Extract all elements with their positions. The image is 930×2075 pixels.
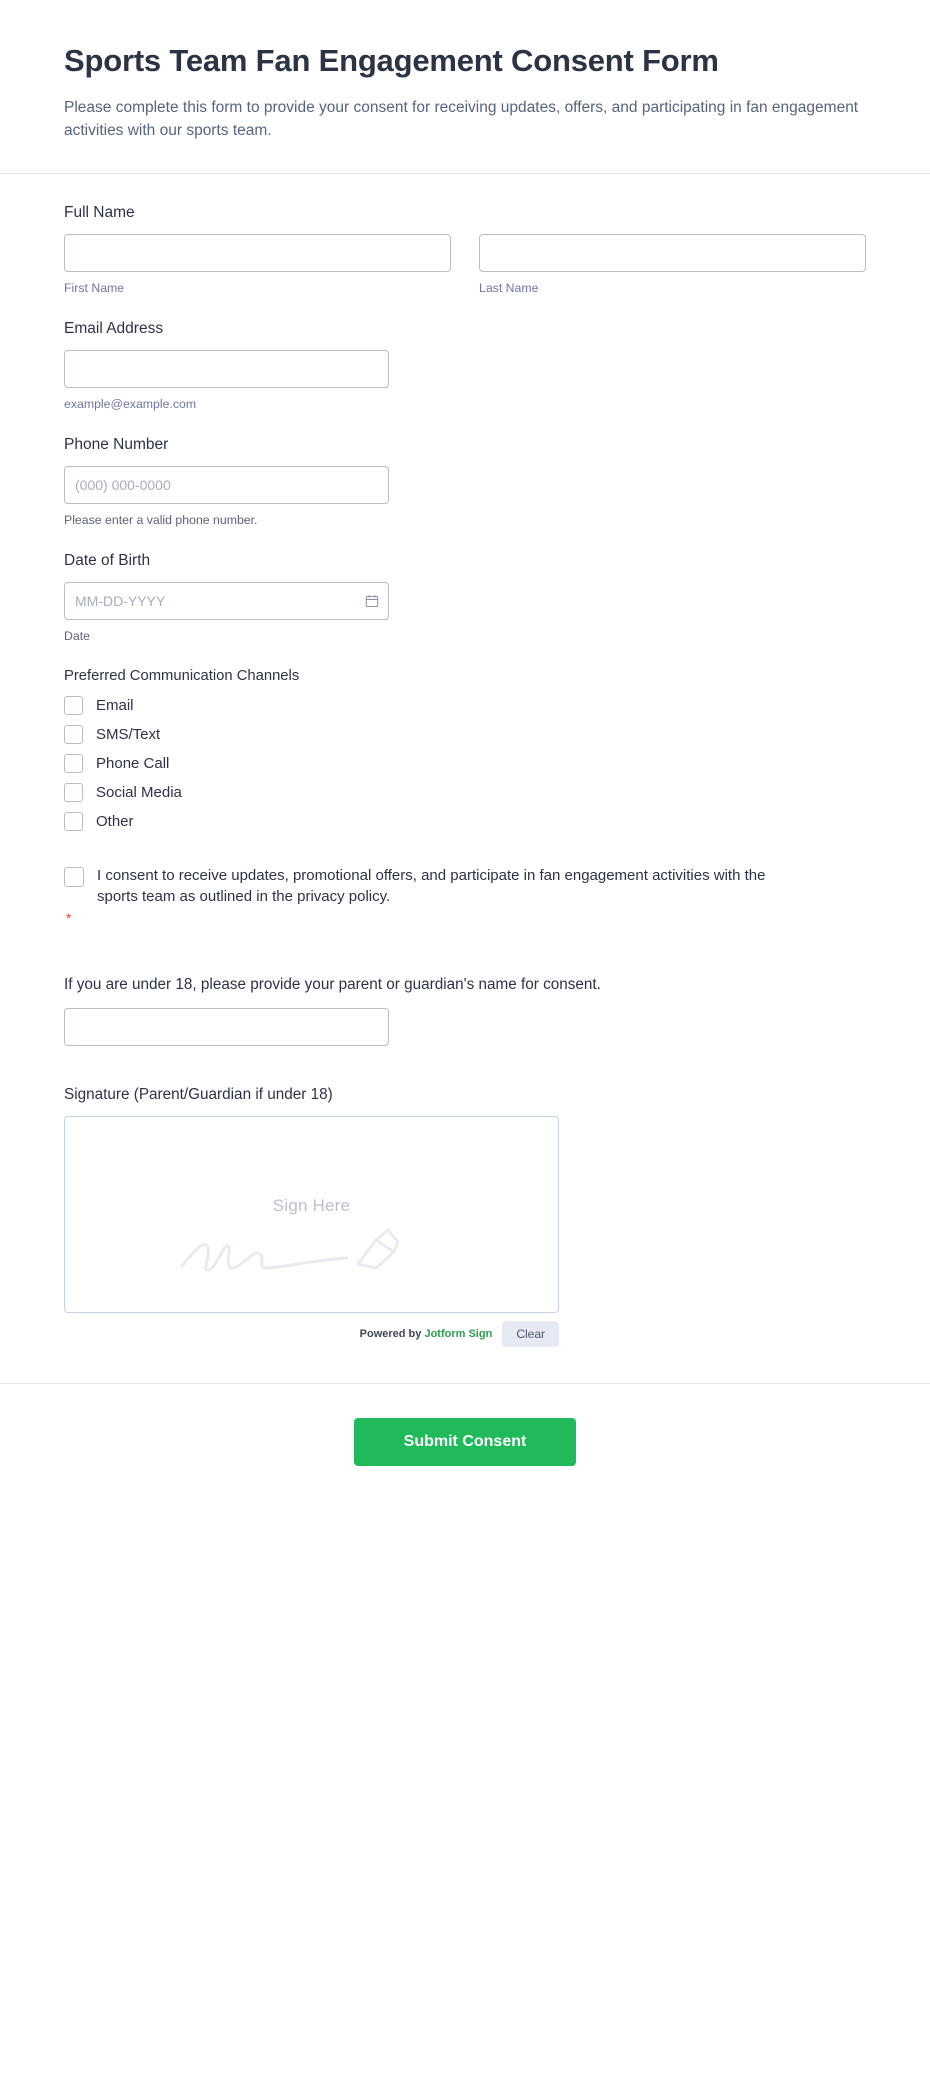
powered-prefix: Powered by [359,1327,422,1340]
first-name-input[interactable] [64,234,451,272]
full-name-label: Full Name [64,203,135,221]
checkbox-label: SMS/Text [96,725,161,743]
field-email [64,320,866,411]
checkbox-option-sms[interactable] [64,725,866,744]
channels-options [64,696,866,831]
checkbox-option-phone-call[interactable] [64,754,866,773]
field-signature [64,1086,866,1347]
channels-label: Preferred Communication Channels [64,667,300,684]
jotform-sign-brand: Jotform Sign [424,1327,493,1340]
field-consent [64,865,866,926]
field-phone [64,436,866,527]
last-name-col [479,234,866,295]
field-full-name [64,204,866,295]
submit-button[interactable]: Submit Consent [354,1418,576,1466]
dob-input[interactable] [64,582,389,620]
checkbox-icon[interactable] [64,812,83,831]
form-body [0,174,930,1347]
phone-sublabel: Please enter a valid phone number. [64,512,258,527]
field-guardian-name [64,976,866,1046]
field-date-of-birth [64,552,866,643]
field-communication-channels [64,668,866,831]
last-name-sublabel: Last Name [479,280,539,295]
signature-footer [64,1321,559,1347]
required-marker: * [66,909,72,926]
checkbox-option-other[interactable] [64,812,866,831]
checkbox-label: Social Media [96,783,182,801]
signature-pen-icon [162,1218,462,1288]
email-input[interactable] [64,350,389,388]
dob-input-wrap [64,582,389,620]
signature-label: Signature (Parent/Guardian if under 18) [64,1085,333,1103]
dob-sublabel: Date [64,628,90,643]
consent-checkbox-row[interactable] [64,865,866,908]
last-name-input[interactable] [479,234,866,272]
checkbox-icon[interactable] [64,725,83,744]
phone-input[interactable] [64,466,389,504]
form-header [0,0,930,174]
clear-signature-button[interactable]: Clear [502,1321,559,1347]
checkbox-icon[interactable] [64,696,83,715]
signature-pad[interactable] [64,1116,559,1313]
checkbox-option-email[interactable] [64,696,866,715]
consent-text: I consent to receive updates, promotional offers, and participate in fan engagement activities with the sports team as outlined in the privacy policy. [97,866,766,906]
phone-label: Phone Number [64,435,169,453]
guardian-label: If you are under 18, please provide your parent or guardian's name for consent. [64,975,601,993]
page-title: Sports Team Fan Engagement Consent Form [64,43,719,78]
signature-hint: Sign Here [272,1196,351,1216]
checkbox-icon[interactable] [64,783,83,802]
guardian-name-input[interactable] [64,1008,389,1046]
full-name-inputs [64,234,866,295]
form-footer [0,1383,930,1506]
checkbox-icon[interactable] [64,867,84,887]
email-sublabel: example@example.com [64,396,197,411]
form-description: Please complete this form to provide your consent for receiving updates, offers, and participating in fan engagement activities with our sports team. [64,98,859,140]
dob-label: Date of Birth [64,551,151,569]
checkbox-option-social-media[interactable] [64,783,866,802]
first-name-col [64,234,451,295]
email-label: Email Address [64,319,164,337]
checkbox-icon[interactable] [64,754,83,773]
checkbox-label: Phone Call [96,754,170,772]
checkbox-label: Email [96,696,134,714]
checkbox-label: Other [96,812,134,830]
first-name-sublabel: First Name [64,280,125,295]
powered-by-label [360,1328,493,1340]
